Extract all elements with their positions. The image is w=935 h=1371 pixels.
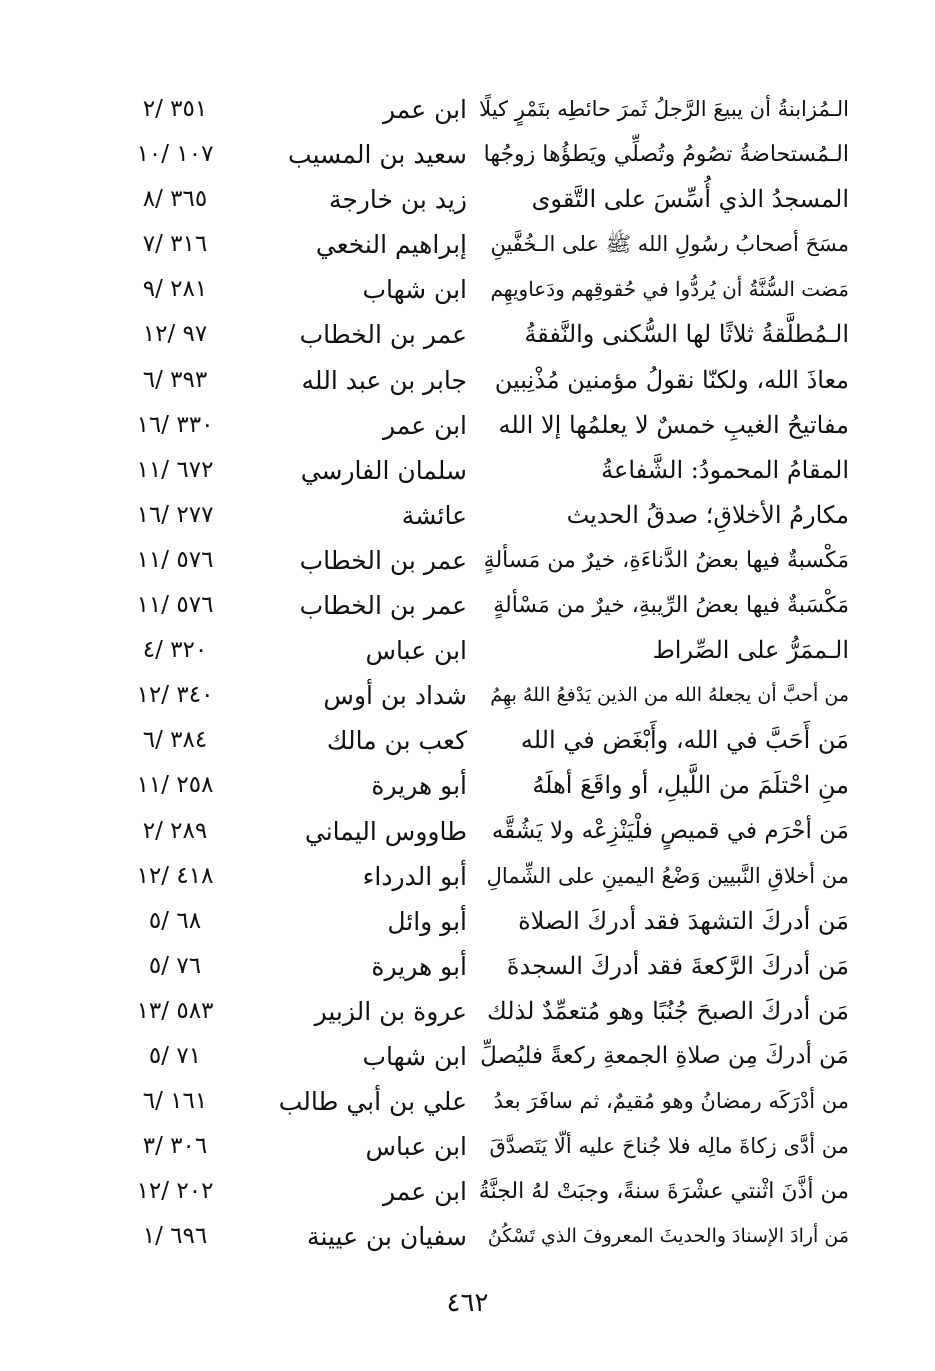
volume-page-reference: ٧٦ /٥: [148, 952, 202, 979]
index-entry: [0, 583, 935, 628]
index-entry: [0, 1214, 935, 1259]
narrator-name: ابن عمر: [382, 1177, 467, 1207]
hadith-text: مَن أدركَ مِن صلاةِ الجمعةِ ركعةً فليُصلِّ: [480, 1042, 849, 1069]
hadith-text: الـمُزابنةُ أن يبيعَ الرَّجلُ ثَمرَ حائطِه بتَمْرٍ كيلًا: [479, 97, 849, 121]
narrator-name: كعب بن مالك: [326, 726, 467, 756]
index-entry: [0, 899, 935, 944]
volume-page-reference: ٢٠٢ /١٢: [136, 1178, 214, 1205]
hadith-text: الـمُطلَّقةُ ثلاثًا لها السُّكنى والنَّفقةُ: [524, 320, 849, 349]
index-entry: [0, 1124, 935, 1169]
index-entry: [0, 1079, 935, 1124]
hadith-text: مَن أدركَ الرَّكعةَ فقد أدركَ السجدةَ: [506, 951, 849, 980]
volume-page-reference: ٣٦٥ /٨: [142, 186, 208, 213]
volume-page-reference: ٣٩٣ /٦: [142, 366, 208, 393]
volume-page-reference: ٣٤٠ /١٢: [136, 682, 214, 709]
volume-page-reference: ٦٩٦ /١: [142, 1223, 208, 1250]
page-number: ٤٦٢: [446, 1288, 489, 1318]
narrator-name: ابن عمر: [382, 95, 467, 124]
index-entry: [0, 1034, 935, 1079]
narrator-name: سفيان بن عيينة: [307, 1222, 467, 1252]
volume-page-reference: ٢٥٨ /١١: [136, 772, 214, 799]
hadith-text: المسجدُ الذي أُسِّسَ على التَّقوى: [531, 185, 849, 214]
narrator-name: شداد بن أوس: [323, 681, 467, 711]
hadith-text: مَن أحْرَم في قميصٍ فلْيَنْزِعْه ولا يَشُقَّه: [491, 817, 849, 844]
narrator-name: عمر بن الخطاب: [299, 320, 467, 350]
volume-page-reference: ٥٧٦ /١١: [136, 592, 214, 619]
narrator-name: زيد بن خارجة: [328, 185, 467, 215]
hadith-text: مَن أَحَبَّ في الله، وأَبْغَض في الله: [520, 726, 849, 755]
index-entry: [0, 493, 935, 538]
narrator-name: عروة بن الزبير: [314, 996, 467, 1026]
index-entry: [0, 854, 935, 899]
index-entry: [0, 763, 935, 808]
narrator-name: أبو هريرة: [371, 951, 467, 981]
volume-page-reference: ٥٧٦ /١١: [136, 546, 214, 573]
volume-page-reference: ٣١٦ /٧: [142, 231, 208, 258]
index-entry: [0, 358, 935, 403]
narrator-name: طاووس اليماني: [304, 816, 467, 846]
narrator-name: سلمان الفارسي: [300, 455, 467, 485]
index-entry: [0, 177, 935, 222]
volume-page-reference: ٦٨ /٥: [148, 907, 202, 934]
narrator-name: جابر بن عبد الله: [301, 365, 467, 395]
hadith-text: المقامُ المحمودُ: الشَّفاعةُ: [601, 455, 849, 484]
index-entry: [0, 673, 935, 718]
narrator-name: عمر بن الخطاب: [299, 545, 467, 575]
volume-page-reference: ٣٠٦ /٣: [142, 1133, 208, 1160]
hadith-text: من أحبَّ أن يجعلهُ الله من الذين يَدْفعُ اللهُ بهِمُ: [490, 684, 849, 707]
volume-page-reference: ٣٨٤ /٦: [142, 727, 208, 754]
narrator-name: أبو الدرداء: [362, 861, 467, 891]
index-entry: [0, 989, 935, 1034]
narrator-name: ابن عباس: [365, 636, 467, 666]
hadith-text: من أذَّنَ اثْنتي عشْرَةَ سنةً، وجبَتْ لهُ الجنَّةُ: [478, 1179, 849, 1205]
narrator-name: أبو وائل: [387, 906, 467, 936]
volume-page-reference: ١٠٧ /١٠: [136, 141, 214, 168]
hadith-text: مسَحَ أصحابُ رسُولِ الله ﷺ على الـخُفَّينِ: [490, 232, 849, 257]
volume-page-reference: ٩٧ /١٢: [142, 321, 208, 348]
narrator-name: سعيد بن المسيب: [288, 140, 467, 170]
index-entry: [0, 312, 935, 357]
hadith-text: مَضت السُّنَّةُ أن يُردُّوا في حُقوقِهم ودَعاويهِم: [490, 277, 849, 302]
narrator-name: إبراهيم النخعي: [315, 230, 467, 260]
volume-page-reference: ٣٥١ /٢: [142, 96, 208, 122]
hadith-text: من أخلاقِ النَّبيين وَضْعُ اليمينِ على الشِّمالِ: [486, 863, 849, 888]
hadith-text: مَكْسبةٌ فيها بعضُ الدَّناءَةِ، خيرٌ من مَسألةٍ: [483, 547, 849, 573]
volume-page-reference: ٤١٨ /١٢: [136, 862, 214, 889]
narrator-name: عمر بن الخطاب: [299, 591, 467, 621]
narrator-name: أبو هريرة: [371, 771, 467, 801]
volume-page-reference: ٦٧٢ /١١: [136, 456, 214, 483]
index-entry: [0, 1169, 935, 1214]
volume-page-reference: ٣٢٠ /٤: [142, 637, 208, 664]
volume-page-reference: ١٦١ /٦: [142, 1088, 208, 1115]
narrator-name: ابن عباس: [365, 1132, 467, 1162]
narrator-name: ابن شهاب: [362, 1041, 467, 1071]
hadith-text: من أدَّى زكاةَ مالِه فلا جُناحَ عليه ألّا يَتَصدَّقَ: [489, 1134, 849, 1159]
hadith-text: الـممَرُّ على الصِّراط: [652, 636, 849, 665]
volume-page-reference: ٧١ /٥: [148, 1042, 202, 1069]
volume-page-reference: ٢٨٩ /٢: [142, 817, 208, 844]
volume-page-reference: ٢٨١ /٩: [142, 276, 208, 303]
hadith-text: معاذَ الله، ولكنّا نقولُ مؤمنين مُذْنِبين: [494, 365, 849, 394]
index-entry: [0, 944, 935, 989]
hadith-text: مَن أدركَ الصبحَ جُنُبًا وهو مُتعمِّدٌ لذلك: [486, 996, 849, 1025]
index-entry: [0, 809, 935, 854]
index-entry: [0, 222, 935, 267]
index-entry: [0, 403, 935, 448]
hadith-text: مكارمُ الأخلاقِ؛ صدقُ الحديث: [566, 500, 849, 529]
index-entry: [0, 538, 935, 583]
hadith-text: منِ احْتلَمَ من اللَّيلِ، أو واقَعَ أهلَهُ: [532, 771, 849, 800]
index-entry: [0, 267, 935, 312]
hadith-text: مفاتيحُ الغيبِ خمسٌ لا يعلمُها إلا الله: [498, 410, 849, 439]
volume-page-reference: ٣٣٠ /١٦: [136, 411, 214, 438]
volume-page-reference: ٥٨٣ /١٣: [136, 997, 214, 1024]
index-entry: [0, 87, 935, 132]
index-entry: [0, 448, 935, 493]
narrator-name: عائشة: [401, 500, 467, 530]
hadith-index-list: [0, 87, 935, 1259]
index-entry: [0, 628, 935, 673]
index-entry: [0, 132, 935, 177]
index-entry: [0, 718, 935, 763]
hadith-text: من أدْرَكَه رمضانُ وهو مُقيمٌ، ثم سافَرَ بعدُ: [493, 1089, 849, 1114]
hadith-text: مَن أدركَ التشهدَ فقد أدركَ الصلاة: [518, 906, 849, 935]
volume-page-reference: ٢٧٧ /١٦: [136, 501, 214, 528]
narrator-name: ابن شهاب: [362, 275, 467, 305]
hadith-text: مَن أرادَ الإسنادَ والحديثَ المعروفَ الذي تَسْكُنُ: [487, 1225, 849, 1248]
narrator-name: علي بن أبي طالب: [278, 1087, 467, 1117]
hadith-text: الـمُستحاضةُ تصُومُ وتُصلِّي ويَطؤُها زوجُها: [483, 142, 849, 168]
hadith-text: مَكْسَبةٌ فيها بعضُ الرِّيبةِ، خيرٌ من مَسْألةٍ: [493, 593, 849, 619]
narrator-name: ابن عمر: [382, 410, 467, 440]
